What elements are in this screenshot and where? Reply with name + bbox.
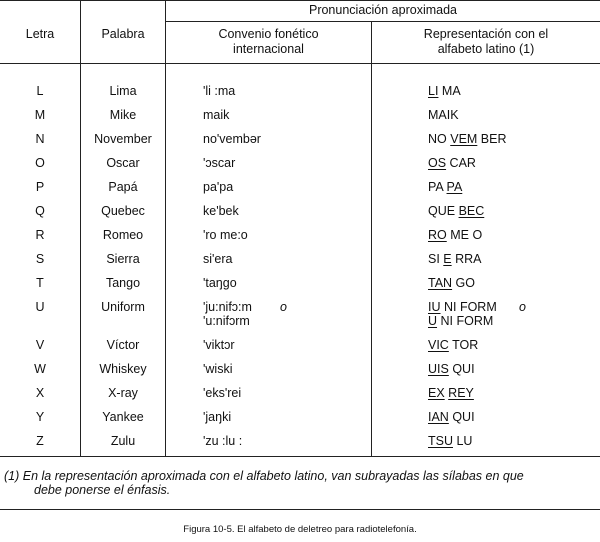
cell-convenio: 'zu :lu :	[203, 434, 243, 448]
cell-latino	[428, 434, 472, 449]
header-convenio-line2: internacional	[233, 42, 304, 56]
header-convenio-line1: Convenio fonético	[218, 27, 319, 41]
syllable-text: SI	[428, 252, 444, 266]
stressed-syllable: TSU	[428, 434, 453, 448]
cell-convenio: maik	[203, 108, 230, 122]
cell-latino	[428, 300, 497, 315]
cell-convenio: 'wiski	[203, 362, 233, 376]
cell-convenio: no'vembər	[203, 132, 261, 146]
cell-letra: N	[35, 132, 45, 146]
stressed-syllable: IAN	[428, 410, 449, 424]
header-palabra: Palabra	[101, 27, 145, 41]
cell-palabra: Mike	[109, 108, 137, 122]
header-letra: Letra	[25, 27, 55, 41]
cell-convenio: 'eks'rei	[203, 386, 242, 400]
cell-palabra: Sierra	[106, 252, 140, 266]
cell-latino	[428, 362, 475, 377]
stressed-syllable: IU	[428, 300, 441, 314]
syllable-text: QUI	[448, 410, 475, 424]
cell-convenio: pa'pa	[203, 180, 234, 194]
cell-palabra: X-ray	[108, 386, 138, 400]
stressed-syllable: BEC	[458, 204, 485, 218]
syllable-text: BER	[477, 132, 507, 146]
cell-palabra: Zulu	[110, 434, 136, 448]
cell-letra: T	[36, 276, 44, 290]
cell-palabra: Uniform	[101, 300, 145, 314]
cell-palabra: Lima	[109, 84, 137, 98]
cell-convenio: 'viktɔr	[203, 338, 235, 352]
cell-palabra: Oscar	[106, 156, 140, 170]
rule-header-bottom	[0, 63, 600, 64]
syllable-text: TOR	[448, 338, 479, 352]
cell-palabra: Whiskey	[99, 362, 147, 376]
footnote-line2: debe ponerse el énfasis.	[34, 483, 171, 497]
rule-table-bottom	[0, 456, 600, 457]
cell-latino	[428, 338, 478, 353]
stressed-syllable: PA	[446, 180, 463, 194]
col-divider-3	[371, 21, 372, 456]
figure-caption: Figura 10-5. El alfabeto de deletreo para radiotelefonía.	[183, 524, 417, 535]
cell-letra: P	[35, 180, 45, 194]
stressed-syllable: TAN	[428, 276, 453, 290]
syllable-text: QUE	[428, 204, 459, 218]
syllable-text: PA	[428, 180, 447, 194]
stressed-syllable: OS	[428, 156, 447, 170]
cell-letra: X	[35, 386, 45, 400]
syllable-text: GO	[452, 276, 475, 290]
cell-convenio: 'taŋgo	[203, 276, 237, 290]
cell-latino	[428, 84, 461, 99]
cell-letra: L	[36, 84, 44, 98]
cell-palabra: Quebec	[101, 204, 145, 218]
cell-palabra: Víctor	[106, 338, 140, 352]
header-latino-line2: alfabeto latino (1)	[437, 42, 535, 56]
header-latino-line1: Representación con el	[423, 27, 549, 41]
cell-letra: M	[34, 108, 46, 122]
alternative-or: o	[280, 300, 287, 314]
col-divider-2	[165, 0, 166, 456]
syllable-text: MA	[438, 84, 461, 98]
syllable-text: ME O	[446, 228, 483, 242]
cell-convenio: si'era	[203, 252, 233, 266]
cell-convenio-alt: 'u:nifɔrm	[203, 314, 250, 328]
cell-letra: V	[35, 338, 45, 352]
cell-latino	[428, 156, 476, 171]
cell-convenio: 'ɔscar	[203, 156, 236, 170]
cell-letra: R	[35, 228, 45, 242]
cell-letra: Q	[35, 204, 45, 218]
cell-palabra: November	[94, 132, 152, 146]
cell-palabra: Papá	[108, 180, 138, 194]
cell-letra: U	[35, 300, 45, 314]
cell-palabra: Romeo	[102, 228, 144, 242]
rule-top	[0, 0, 600, 1]
stressed-syllable: RO	[428, 228, 447, 242]
cell-letra: Z	[36, 434, 44, 448]
rule-group-header	[166, 21, 600, 22]
stressed-syllable: LI	[428, 84, 439, 98]
cell-letra: S	[35, 252, 45, 266]
stressed-syllable: E	[443, 252, 452, 266]
stressed-syllable: UIS	[428, 362, 449, 376]
cell-letra: Y	[35, 410, 45, 424]
syllable-text: LU	[453, 434, 473, 448]
footnote	[4, 469, 600, 497]
cell-latino	[428, 204, 484, 219]
cell-latino-alt	[428, 314, 493, 329]
cell-palabra: Tango	[105, 276, 141, 290]
syllable-text: CAR	[446, 156, 476, 170]
cell-latino	[428, 228, 482, 243]
stressed-syllable: VEM	[450, 132, 478, 146]
stressed-syllable: U	[428, 314, 438, 328]
header-pronunciacion: Pronunciación aproximada	[308, 3, 457, 17]
syllable-text: NO	[428, 132, 451, 146]
cell-latino	[428, 132, 507, 147]
cell-convenio: 'li :ma	[203, 84, 236, 98]
syllable-text: NI FORM	[437, 314, 494, 328]
cell-convenio: 'jaŋki	[203, 410, 232, 424]
syllable-text: MAIK	[428, 108, 459, 122]
header-latino	[372, 27, 600, 57]
cell-convenio: 'ro me:o	[203, 228, 248, 242]
cell-latino	[428, 276, 475, 291]
syllable-text: RRA	[451, 252, 482, 266]
cell-convenio: ke'bek	[203, 204, 239, 218]
stressed-syllable: REY	[448, 386, 474, 400]
stressed-syllable: EX	[428, 386, 445, 400]
cell-palabra: Yankee	[102, 410, 144, 424]
cell-letra: W	[34, 362, 46, 376]
stressed-syllable: VIC	[428, 338, 449, 352]
cell-latino	[428, 386, 474, 401]
cell-letra: O	[35, 156, 45, 170]
cell-convenio: 'ju:nifɔ:m	[203, 300, 252, 314]
cell-latino	[428, 410, 475, 425]
header-convenio	[166, 27, 371, 57]
cell-latino	[428, 108, 459, 123]
cell-latino	[428, 252, 482, 267]
footnote-line1: (1) En la representación aproximada con el alfabeto latino, van subrayadas las sílabas en que	[4, 469, 524, 483]
syllable-text: NI FORM	[440, 300, 497, 314]
rule-footnote-bottom	[0, 509, 600, 510]
syllable-text: QUI	[448, 362, 475, 376]
alternative-or: o	[519, 300, 526, 314]
cell-latino	[428, 180, 462, 195]
